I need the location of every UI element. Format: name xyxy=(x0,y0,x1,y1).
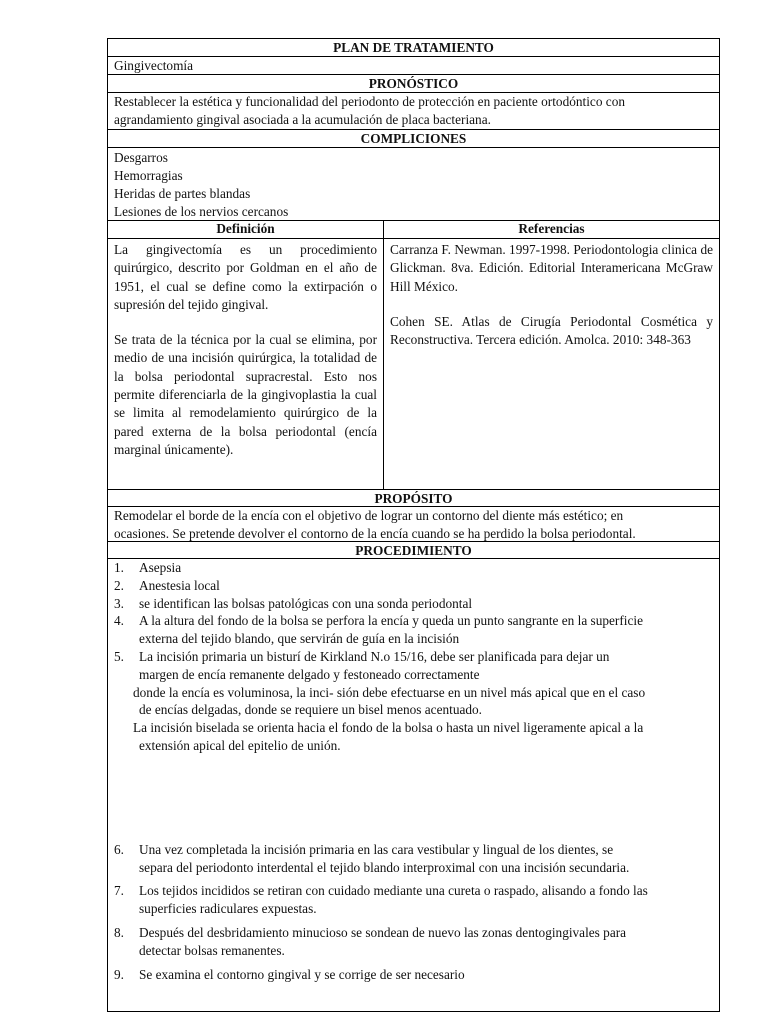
step-number: 6. xyxy=(114,841,124,857)
step-note-line: La incisión biselada se orienta hacia el fondo de la bolsa o hasta un nivel ligeramente apical a la xyxy=(133,720,644,736)
procedimiento-heading: PROCEDIMIENTO xyxy=(108,542,719,559)
procedure-step xyxy=(114,841,713,877)
step-note-line: extensión apical del epitelio de unión. xyxy=(139,737,341,753)
definition-references-block xyxy=(108,221,719,490)
definicion-heading: Definición xyxy=(108,221,383,239)
pronostico-line: agrandamiento gingival asociada a la acumulación de placa bacteriana. xyxy=(114,112,491,127)
complicaciones-heading: COMPLICIONES xyxy=(108,130,719,148)
procedure-step xyxy=(114,924,713,960)
step-text: A la altura del fondo de la bolsa se perfora la encía y queda un punto sangrante en la superficie xyxy=(139,613,643,629)
step-note-line: donde la encía es voluminosa, la inci- sión debe efectuarse en un nivel más apical que en el caso xyxy=(133,684,646,700)
referencias-column xyxy=(384,221,719,489)
step-number: 5. xyxy=(114,648,124,664)
reference-item: Carranza F. Newman. 1997-1998. Periodontologia clinica de Glickman. 8va. Edición. Editorial Interamericana McGraw Hill México. xyxy=(390,242,713,294)
step-number: 7. xyxy=(114,883,124,899)
proposito-heading: PROPÓSITO xyxy=(108,490,719,507)
procedure-step xyxy=(114,612,713,648)
step-number: 9. xyxy=(114,966,124,982)
step-number: 1. xyxy=(114,560,124,575)
procedure-step xyxy=(114,882,713,918)
procedure-step xyxy=(114,595,713,613)
step-text: La incisión primaria un bisturí de Kirkland N.o 15/16, debe ser planificada para dejar un xyxy=(139,648,610,664)
proposito-line: Remodelar el borde de la encía con el objetivo de lograr un contorno del diente más estético; en xyxy=(114,508,624,523)
proposito-line: ocasiones. Se pretende devolver el contorno de la encía cuando se ha perdido la bolsa periodontal. xyxy=(114,526,636,541)
step-text: externa del tejido blando, que servirán de guía en la incisión xyxy=(139,631,460,647)
treatment-name: Gingivectomía xyxy=(108,57,719,75)
pronostico-heading: PRONÓSTICO xyxy=(108,75,719,93)
complicaciones-list xyxy=(108,148,719,221)
step-text: margen de encía remanente delgado y festoneado correctamente xyxy=(139,666,480,682)
step-5-note xyxy=(114,719,713,737)
procedure-step xyxy=(114,559,713,577)
step-text: detectar bolsas remanentes. xyxy=(139,942,285,958)
complicacion-item: Heridas de partes blandas xyxy=(114,186,251,201)
procedure-step xyxy=(114,577,713,595)
complicacion-item: Desgarros xyxy=(114,150,168,165)
step-text: Asepsia xyxy=(139,560,182,575)
procedimiento-list xyxy=(108,559,719,1011)
step-number: 8. xyxy=(114,924,124,940)
treatment-plan-table xyxy=(107,38,720,1012)
procedure-step xyxy=(114,648,713,684)
pronostico-line: Restablecer la estética y funcionalidad del periodonto de protección en paciente ortodóntico con xyxy=(114,94,625,109)
referencias-heading: Referencias xyxy=(384,221,719,239)
step-note-line: de encías delgadas, donde se requiere un bisel menos acentuado. xyxy=(139,702,483,718)
reference-item: Cohen SE. Atlas de Cirugía Periodontal Cosmética y Reconstructiva. Tercera edición. Amolca. 2010: 348-363 xyxy=(390,313,713,348)
step-text: Se examina el contorno gingival y se corrige de ser necesario xyxy=(139,966,465,982)
step-text: Anestesia local xyxy=(139,577,220,593)
definicion-column xyxy=(108,221,384,489)
step-5-note xyxy=(114,737,713,755)
definicion-paragraph: La gingivectomía es un procedimiento quirúrgico, descrito por Goldman en el año de 1951, el cual se define como la extirpación o supresión del tejido gingival. xyxy=(114,242,377,312)
proposito-text xyxy=(108,507,719,542)
step-number: 3. xyxy=(114,595,124,611)
step-text: separa del periodonto interdental el tejido blando interproximal con una incisión secundaria. xyxy=(139,859,630,875)
plan-title: PLAN DE TRATAMIENTO xyxy=(108,39,719,57)
step-number: 4. xyxy=(114,613,124,629)
step-text: superficies radiculares expuestas. xyxy=(139,901,317,917)
complicacion-item: Hemorragias xyxy=(114,168,183,183)
complicacion-item: Lesiones de los nervios cercanos xyxy=(114,204,289,219)
step-text: se identifican las bolsas patológicas con una sonda periodontal xyxy=(139,595,473,611)
step-text: Los tejidos incididos se retiran con cuidado mediante una cureta o raspado, alisando a fondo las xyxy=(139,883,648,899)
step-text: Una vez completada la incisión primaria en las cara vestibular y lingual de los dientes, se xyxy=(139,841,614,857)
step-text: Después del desbridamiento minucioso se sondean de nuevo las zonas dentogingivales para xyxy=(139,924,627,940)
pronostico-text xyxy=(108,93,719,130)
step-5-note xyxy=(114,684,713,702)
step-number: 2. xyxy=(114,577,124,593)
step-5-note xyxy=(114,701,713,719)
definicion-paragraph: Se trata de la técnica por la cual se elimina, por medio de una incisión quirúrgica, la totalidad de la bolsa periodontal supracrestal. Esto nos permite diferenciarla de la gingivoplastia la cual se limita al remodelamiento quirúrgico de la pared externa de la bolsa periodontal (encía marginal únicamente). xyxy=(114,332,377,457)
procedure-step xyxy=(114,966,713,984)
